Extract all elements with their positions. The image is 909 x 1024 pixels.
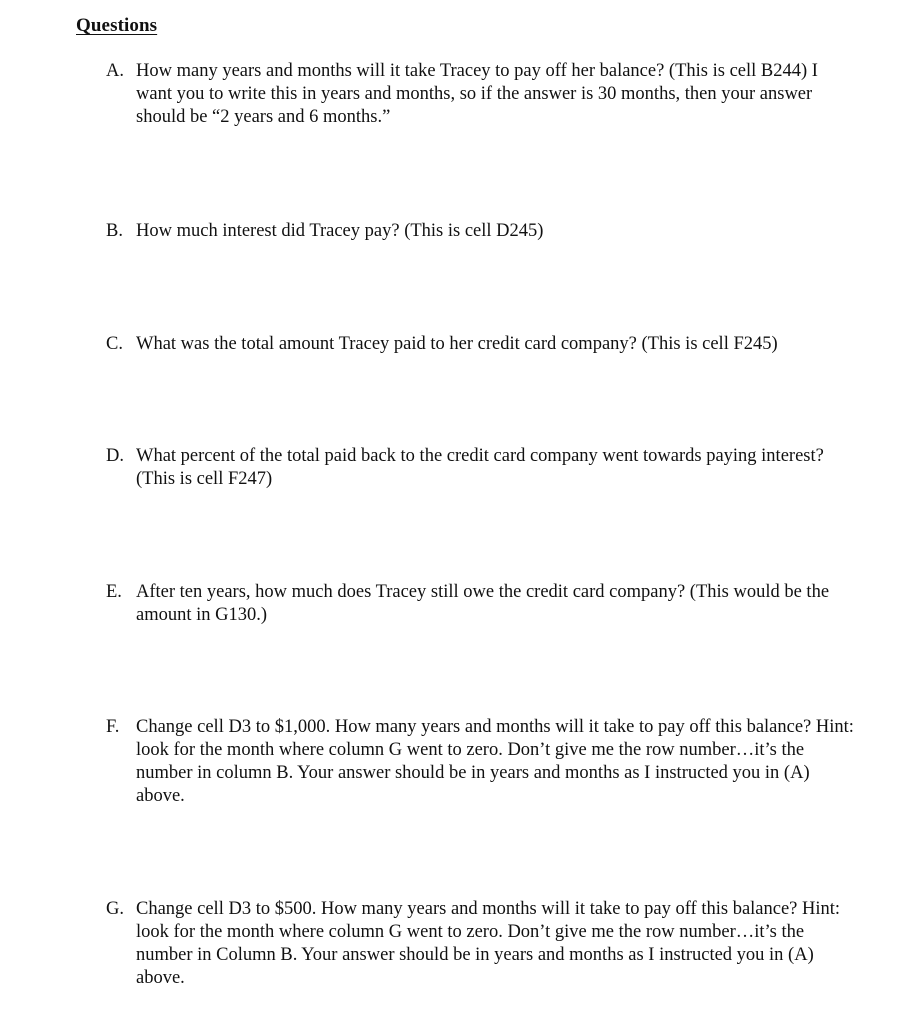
question-text: What was the total amount Tracey paid to her credit card company? (This is cell F245) [136, 334, 778, 354]
question-letter: A. [106, 61, 124, 81]
question-text: How much interest did Tracey pay? (This is cell D245) [136, 221, 544, 241]
question-f [106, 716, 856, 808]
question-letter: F. [106, 717, 120, 737]
question-d [106, 445, 856, 491]
question-letter: C. [106, 334, 123, 354]
question-letter: E. [106, 582, 122, 602]
question-letter: D. [106, 446, 124, 466]
question-c [106, 333, 856, 356]
question-letter: G. [106, 899, 124, 919]
question-e [106, 581, 856, 627]
question-b [106, 220, 856, 243]
question-text: Change cell D3 to $500. How many years and months will it take to pay off this balance? Hint: look for the month where column G went to zero. Don’t give me the row number…it’s the number in Column B. Your answer should be in years and months as I instructed you in (A) above. [136, 899, 841, 988]
page-title: Questions [76, 15, 158, 36]
question-letter: B. [106, 221, 123, 241]
question-g [106, 898, 856, 990]
question-text: How many years and months will it take Tracey to pay off her balance? (This is cell B244) I want you to write this in years and months, so if the answer is 30 months, then your answer should be “2 years and 6 months.” [136, 61, 818, 127]
question-a [106, 60, 856, 129]
question-text: What percent of the total paid back to the credit card company went towards paying interest? (This is cell F247) [136, 446, 824, 489]
question-text: Change cell D3 to $1,000. How many years and months will it take to pay off this balance? Hint: look for the month where column G went to zero. Don’t give me the row number…it’s the number in column B. Your answer should be in years and months as I instructed you in (A) above. [136, 717, 854, 806]
question-text: After ten years, how much does Tracey still owe the credit card company? (This would be the amount in G130.) [136, 582, 830, 625]
